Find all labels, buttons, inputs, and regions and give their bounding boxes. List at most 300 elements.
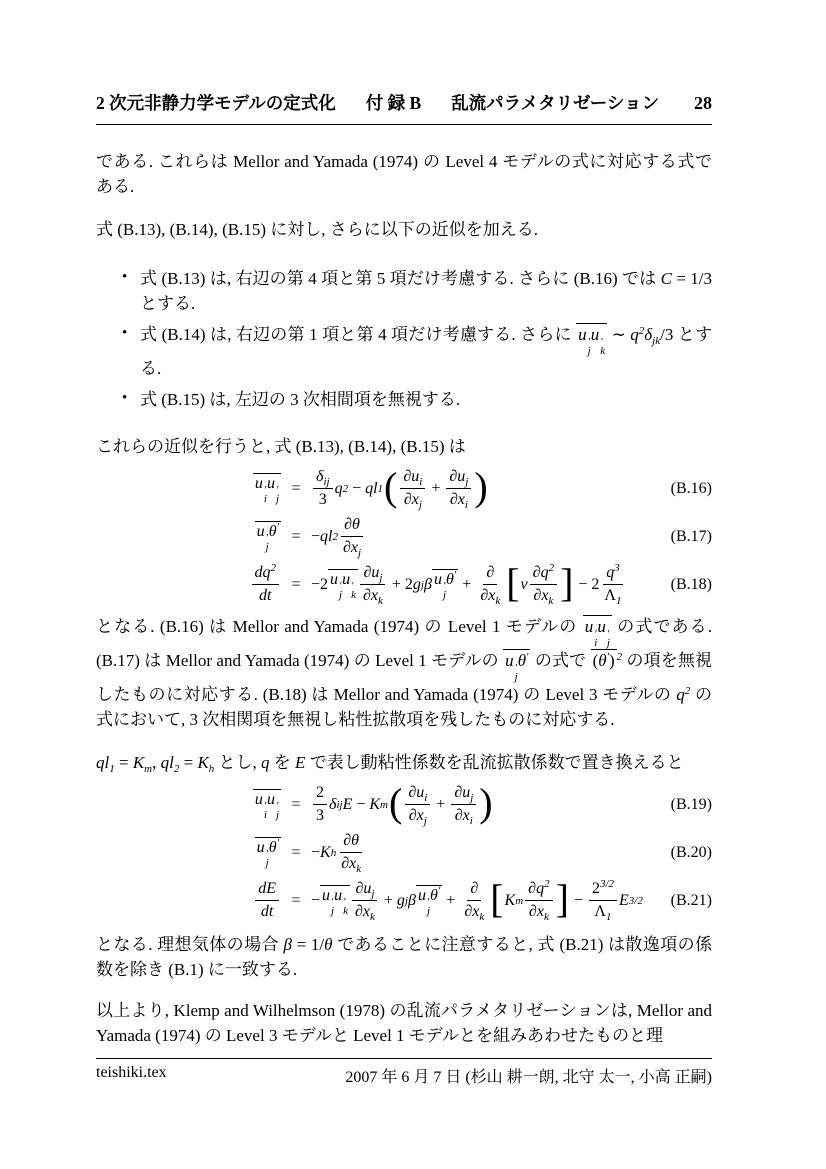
superscript: ′ bbox=[276, 521, 279, 533]
math-fraction bbox=[477, 563, 503, 606]
math-token: x bbox=[370, 587, 378, 604]
math-fraction bbox=[313, 467, 333, 510]
math-token: θ bbox=[268, 839, 277, 856]
math-overline bbox=[576, 323, 607, 356]
equation-row bbox=[96, 875, 712, 923]
math-token: /3 bbox=[660, 325, 674, 344]
math-token: ∂ bbox=[363, 564, 372, 581]
fraction-numerator bbox=[313, 783, 327, 805]
superscript: ′ bbox=[331, 896, 334, 908]
math-token: K bbox=[320, 843, 331, 861]
math-fraction bbox=[530, 563, 557, 606]
math-fraction bbox=[589, 879, 617, 922]
superscript-subscript-stack bbox=[276, 802, 279, 820]
math-token: g bbox=[412, 575, 421, 593]
fraction-denominator bbox=[360, 585, 386, 606]
math-token: u bbox=[254, 791, 263, 808]
math-token: ∂ bbox=[470, 880, 479, 897]
math-token: ∂ bbox=[362, 587, 371, 604]
math-token: − bbox=[569, 891, 587, 909]
fraction-denominator bbox=[526, 901, 552, 922]
equals-sign: = bbox=[291, 527, 301, 545]
inline-math bbox=[503, 651, 530, 683]
subscript: k bbox=[548, 595, 554, 607]
math-token: u bbox=[256, 839, 265, 856]
math-token: x bbox=[362, 903, 370, 920]
math-token: q bbox=[96, 753, 105, 772]
math-token: + bbox=[458, 575, 476, 593]
fraction-denominator bbox=[406, 805, 430, 826]
math-token: q bbox=[261, 753, 270, 772]
fence-body: K m $\frac{\partial q^2}{\partial x_k}$ bbox=[505, 879, 555, 922]
equation-row bbox=[96, 559, 712, 607]
fraction-numerator bbox=[603, 563, 623, 585]
math-token: q bbox=[630, 325, 639, 344]
subscript: i bbox=[424, 792, 428, 804]
subscript: j bbox=[371, 888, 375, 900]
math-fraction bbox=[360, 563, 386, 606]
math-overline bbox=[328, 569, 358, 600]
math-token: q bbox=[365, 479, 374, 497]
equation-rhs: $\frac{\delta_{ij}}{3}$ q 2 − q l 1 ( $\frac{\partial u_i}{\partial x_j}$ + $\frac{\partial u_j}{\partial x_i}$ ) bbox=[311, 467, 489, 510]
math-token: Λ bbox=[604, 587, 617, 604]
math-token: u bbox=[266, 475, 275, 492]
math-token: ∂ bbox=[533, 587, 542, 604]
math-token: β bbox=[423, 575, 432, 593]
fraction-denominator bbox=[338, 853, 364, 874]
fence-body bbox=[521, 563, 560, 606]
fraction-denominator bbox=[461, 901, 487, 922]
inline-math bbox=[676, 685, 690, 704]
fraction-denominator bbox=[477, 585, 503, 606]
subscript: j bbox=[470, 792, 474, 804]
fraction-numerator bbox=[255, 879, 279, 901]
inline-math bbox=[576, 325, 674, 357]
subscript: j bbox=[442, 589, 447, 601]
superscript: 2 bbox=[270, 562, 276, 574]
math-token: x bbox=[457, 491, 465, 508]
equation-lhs bbox=[96, 521, 281, 552]
math-token: u bbox=[457, 468, 466, 485]
math-token: ν bbox=[520, 575, 528, 593]
subscript: k bbox=[356, 863, 362, 875]
math-overline bbox=[591, 649, 617, 670]
math-token: ∂ bbox=[486, 564, 495, 581]
math-token: dq bbox=[254, 564, 271, 581]
paragraph-result-intro: これらの近似を行うと, 式 (B.13), (B.14), (B.15) は bbox=[96, 437, 466, 456]
math-overline bbox=[253, 789, 281, 820]
math-token: u bbox=[334, 887, 343, 904]
equation-rhs: − q l 2 $\frac{\partial\theta}{\partial x_j}$ bbox=[311, 515, 366, 558]
equals-sign: = bbox=[291, 795, 301, 813]
equation-row bbox=[96, 463, 712, 511]
fraction-denominator bbox=[258, 901, 276, 922]
list-item: • 式 (B.14) は, 右辺の第 1 項と第 4 項だけ考慮する. さらに u ′ j u ′ k ∼ $q^2\delta_{jk}/3$ とする. bbox=[120, 322, 712, 381]
equation-number: (B.21) bbox=[670, 891, 712, 909]
superscript: ′ bbox=[514, 662, 518, 674]
math-token: θ bbox=[430, 887, 438, 904]
math-fraction bbox=[340, 515, 364, 558]
superscript: 2 bbox=[638, 325, 645, 337]
superscript-subscript-stack bbox=[600, 338, 605, 356]
fraction-denominator bbox=[401, 489, 425, 510]
math-fraction bbox=[255, 879, 279, 922]
equation-rhs: −2 u ′ j u ′ k $\frac{\partial u_j}{\partial x_k}$ + 2 g j β u ′ j θ′ + $\frac{\partial}{\partial x_k}$ [ ν $\frac{\partial q^2}{\partial x_k}$ ] − 2 $\frac{q^3}{\Lambda_1}$ bbox=[311, 563, 627, 606]
fraction-numerator bbox=[341, 515, 363, 537]
superscript: ′ bbox=[437, 885, 441, 897]
bullet-icon: • bbox=[122, 325, 128, 341]
math-token: u bbox=[590, 325, 600, 344]
math-token: K bbox=[197, 753, 209, 772]
math-token: l bbox=[373, 479, 378, 497]
math-overline bbox=[255, 837, 281, 868]
fraction-numerator bbox=[446, 467, 471, 489]
math-overline bbox=[416, 885, 442, 916]
superscript: ′ bbox=[426, 896, 430, 908]
subscript: j bbox=[275, 809, 279, 821]
superscript: 3 bbox=[614, 562, 620, 574]
math-fraction bbox=[252, 563, 280, 606]
math-token: ∂ bbox=[354, 903, 363, 920]
equation-number: (B.20) bbox=[670, 843, 712, 861]
math-token: − bbox=[311, 843, 321, 861]
math-token: ∂ bbox=[449, 468, 458, 485]
fraction-denominator bbox=[530, 585, 556, 606]
math-token: q bbox=[334, 479, 343, 497]
math-token: u bbox=[411, 468, 420, 485]
math-token: ) bbox=[609, 651, 615, 670]
math-token: E bbox=[295, 753, 306, 772]
math-token: u bbox=[505, 651, 514, 670]
footer-date-authors: 2007 年 6 月 7 日 (杉山 耕一朗, 北守 太一, 小高 正嗣) bbox=[345, 1069, 712, 1086]
inline-math bbox=[583, 617, 612, 649]
fraction-numerator bbox=[525, 879, 552, 901]
math-token: x bbox=[541, 587, 549, 604]
fraction-numerator bbox=[400, 467, 425, 489]
math-token: ∂ bbox=[528, 880, 537, 897]
equation-lhs bbox=[96, 473, 281, 504]
subscript: ij bbox=[323, 476, 330, 488]
math-token: x bbox=[411, 491, 419, 508]
subscript: j bbox=[606, 637, 610, 649]
math-token: ∂ bbox=[464, 903, 473, 920]
math-token: δ bbox=[316, 468, 324, 485]
math-token: u bbox=[416, 784, 425, 801]
math-token: ∂ bbox=[480, 587, 489, 604]
superscript: 2 bbox=[544, 878, 550, 890]
math-token: u bbox=[322, 887, 331, 904]
math-token: x bbox=[349, 855, 357, 872]
math-token: = bbox=[179, 753, 198, 772]
fraction-numerator bbox=[313, 467, 333, 489]
page-footer bbox=[96, 1058, 712, 1087]
subscript: i bbox=[464, 499, 468, 511]
superscript: ′ bbox=[600, 336, 603, 348]
fraction-numerator bbox=[483, 563, 497, 585]
math-overline bbox=[583, 615, 612, 648]
inline-math bbox=[591, 651, 623, 670]
subscript: 1 bbox=[109, 763, 115, 775]
subscript: i bbox=[594, 637, 598, 649]
subscript: i bbox=[263, 809, 267, 821]
subscript: k bbox=[378, 595, 383, 607]
fraction-denominator bbox=[313, 805, 327, 826]
equation-rhs: − u ′ j u ′ k $\frac{\partial u_j}{\partial x_k}$ + g j β u ′ j θ′ + $\frac{\partial}{\partial x_k}$ [ K m $\frac{\partial q^2}{\partial x_k}$ ] − $\frac{2^{3/2}}{\Lambda_1}$ E 3/2 bbox=[311, 875, 643, 923]
subscript: j bbox=[358, 547, 362, 559]
fraction-denominator bbox=[447, 489, 471, 510]
math-token: = bbox=[114, 753, 133, 772]
math-token: − bbox=[348, 479, 366, 497]
math-token: θ bbox=[352, 516, 360, 533]
math-token: 3 bbox=[316, 807, 324, 824]
math-overline bbox=[320, 885, 350, 916]
header-appendix-label: 付 録 B bbox=[365, 93, 422, 113]
inline-math bbox=[661, 269, 712, 288]
math-token: q bbox=[540, 564, 549, 581]
text-column bbox=[96, 90, 712, 1048]
superscript: 2 bbox=[616, 651, 623, 663]
math-token: Λ bbox=[594, 903, 607, 920]
math-token: ∂ bbox=[528, 903, 537, 920]
fraction-denominator bbox=[352, 901, 378, 922]
math-token: + bbox=[432, 795, 450, 813]
equation-number: (B.16) bbox=[670, 479, 712, 497]
math-fraction bbox=[451, 783, 476, 826]
math-token: ∂ bbox=[343, 832, 352, 849]
math-fraction bbox=[313, 783, 327, 826]
math-token: 3 bbox=[318, 491, 327, 508]
superscript-subscript-stack bbox=[343, 898, 348, 916]
math-overline bbox=[432, 569, 458, 600]
page-header bbox=[96, 90, 712, 125]
subscript: j bbox=[265, 857, 269, 869]
math-token: θ bbox=[351, 832, 360, 849]
math-fraction bbox=[352, 879, 378, 922]
math-token: u bbox=[584, 617, 594, 636]
math-token: δ bbox=[644, 325, 653, 344]
subscript: j bbox=[379, 572, 383, 584]
math-overline bbox=[253, 473, 281, 504]
subscript: jk bbox=[652, 335, 661, 347]
subscript: k bbox=[479, 911, 485, 923]
equation-row bbox=[96, 831, 712, 874]
math-token: ∂ bbox=[403, 491, 412, 508]
paragraph-conclusion: 以上より, Klemp and Wilhelmson (1978) の乱流パラメタリゼーションは, Mellor and Yamada (1974) の Level 3 モデルと Level 1 モデルとを組みあわせたものと理 bbox=[96, 1001, 712, 1045]
superscript: ′ bbox=[606, 651, 609, 663]
math-token: ∂ bbox=[454, 807, 463, 824]
paragraph-model-correspondence: となる. (B.16) は Mellor and Yamada (1974) の Level 1 モデルの u ′ i u ′ j の式である. (B.17) は Mellor and Yamada (1974) の Level 1 モデルの u ′ j θ′ の式で (θ′) $^2$ の項を無視したものに対応する. (B.18) は Mellor and Yamada (1974) の Level 3 モデルの $q^2$ の式において, 3 次相関項を無視し粘性拡散項を残したものに対応する. bbox=[96, 617, 713, 729]
math-token: u bbox=[371, 564, 380, 581]
superscript-subscript-stack bbox=[351, 582, 356, 600]
math-token: l bbox=[104, 753, 110, 772]
superscript: ′ bbox=[263, 484, 267, 496]
subscript: j bbox=[587, 345, 591, 357]
inline-math bbox=[96, 753, 215, 775]
math-token: ∼ bbox=[607, 325, 631, 344]
math-token: ∂ bbox=[532, 564, 541, 581]
math-token: u bbox=[330, 571, 339, 588]
subscript: k bbox=[600, 345, 606, 357]
fraction-numerator bbox=[467, 879, 481, 901]
math-token: ∂ bbox=[355, 880, 364, 897]
fraction-numerator bbox=[530, 563, 557, 585]
math-token: θ bbox=[446, 571, 454, 588]
footer-filename: teishiki.tex bbox=[96, 1064, 167, 1081]
subscript: j bbox=[514, 671, 518, 683]
subscript: j bbox=[465, 476, 469, 488]
subscript: k bbox=[543, 911, 549, 923]
paragraph-ideal-gas: となる. 理想気体の場合 β = 1/θ であることに注意すると, 式 (B.21) は散逸項の係数を除き (B.1) に一致する. bbox=[96, 935, 712, 979]
fraction-numerator bbox=[589, 879, 617, 901]
paragraph-level4-intro: である. これらは Mellor and Yamada (1974) の Level 4 モデルの式に対応する式である. bbox=[96, 152, 712, 196]
equation-number: (B.17) bbox=[670, 527, 712, 545]
equals-sign: = bbox=[291, 479, 301, 497]
math-token: u bbox=[433, 571, 442, 588]
equation-number: (B.19) bbox=[670, 795, 712, 813]
math-token: θ bbox=[268, 523, 277, 540]
subscript: i bbox=[263, 493, 267, 505]
math-token: , bbox=[152, 753, 161, 772]
math-fraction bbox=[400, 467, 425, 510]
math-token: K bbox=[132, 753, 145, 772]
superscript: ′ bbox=[594, 628, 597, 640]
superscript: ′ bbox=[351, 580, 354, 592]
math-token: ( bbox=[592, 651, 599, 670]
math-token: q bbox=[536, 880, 545, 897]
math-token: ∂ bbox=[454, 784, 463, 801]
subscript: j bbox=[426, 905, 431, 917]
math-token: ∂ bbox=[408, 784, 417, 801]
math-token: C bbox=[660, 269, 672, 288]
subscript: k bbox=[495, 595, 501, 607]
math-token: dE bbox=[258, 880, 276, 897]
math-token: − bbox=[352, 795, 370, 813]
math-token: x bbox=[536, 903, 544, 920]
subscript: 1 bbox=[616, 595, 622, 607]
paragraph-substitution: $ql_1 = K_m$, $ql_2 = K_h$ とし, q を E で表し動粘性係数を乱流拡散係数で置き換えると bbox=[96, 753, 684, 775]
subscript: 2 bbox=[173, 763, 180, 775]
equation-rhs: $\frac{2}{3}$ δ ij E − K m ( $\frac{\partial u_i}{\partial x_j}$ + $\frac{\partial u_j}{\partial x_i}$ ) bbox=[311, 783, 494, 826]
equation-lhs bbox=[96, 789, 281, 820]
math-token: K bbox=[369, 795, 381, 813]
inline-math bbox=[284, 935, 333, 954]
math-token: = 1/3 bbox=[671, 269, 713, 288]
superscript: ′ bbox=[265, 848, 269, 860]
subscript: j bbox=[265, 541, 269, 553]
math-token: δ bbox=[329, 795, 337, 813]
math-token: q bbox=[320, 527, 329, 545]
math-overline bbox=[503, 649, 530, 682]
fraction-numerator bbox=[340, 831, 362, 853]
math-token: x bbox=[462, 807, 470, 824]
superscript: ′ bbox=[526, 651, 529, 663]
math-token: u bbox=[342, 571, 351, 588]
fraction-denominator bbox=[256, 585, 274, 606]
equation-rhs: − K h $\frac{\partial\theta}{\partial x_k}$ bbox=[311, 831, 366, 874]
math-token: θ bbox=[598, 651, 607, 670]
inline-math bbox=[295, 753, 305, 772]
math-token: −2 bbox=[311, 575, 329, 593]
subscript: j bbox=[331, 905, 335, 917]
fraction-numerator bbox=[360, 563, 385, 585]
superscript: ′ bbox=[265, 532, 269, 544]
math-token: l bbox=[328, 527, 333, 545]
fraction-denominator bbox=[452, 805, 476, 826]
superscript: ′ bbox=[343, 896, 346, 908]
superscript: ′ bbox=[276, 837, 279, 849]
math-token: θ bbox=[324, 935, 333, 954]
subscript: j bbox=[418, 499, 422, 511]
math-token: E bbox=[342, 795, 353, 813]
subscript: 1 bbox=[606, 911, 612, 923]
math-token: = 1/ bbox=[292, 935, 325, 954]
superscript-subscript-stack bbox=[276, 486, 279, 504]
equation-number: (B.18) bbox=[670, 575, 712, 593]
subscript: k bbox=[351, 589, 356, 601]
math-token: x bbox=[488, 587, 496, 604]
subscript: i bbox=[469, 815, 473, 827]
equals-sign: = bbox=[291, 575, 301, 593]
math-token: β bbox=[407, 891, 416, 909]
math-overline bbox=[255, 521, 281, 552]
math-token: u bbox=[462, 784, 471, 801]
fence-body bbox=[403, 783, 478, 826]
fraction-denominator bbox=[316, 489, 330, 510]
math-fraction bbox=[525, 879, 552, 922]
equation-lhs bbox=[96, 879, 281, 922]
fence-body bbox=[398, 467, 473, 510]
math-token: − 2 bbox=[574, 575, 600, 593]
math-token: u bbox=[578, 325, 587, 344]
subscript: k bbox=[370, 911, 375, 923]
superscript: ′ bbox=[442, 580, 446, 592]
subscript: j bbox=[339, 589, 343, 601]
fraction-numerator bbox=[405, 783, 430, 805]
math-token: u bbox=[417, 887, 426, 904]
math-token: dt bbox=[259, 587, 272, 604]
page-number: 28 bbox=[694, 93, 712, 113]
fraction-denominator bbox=[340, 537, 364, 558]
subscript: j bbox=[423, 815, 427, 827]
superscript: ′ bbox=[453, 569, 457, 581]
math-token: u bbox=[256, 523, 265, 540]
subscript: k bbox=[343, 905, 348, 917]
math-token: q bbox=[160, 753, 170, 772]
fraction-numerator bbox=[252, 563, 280, 585]
math-fraction bbox=[601, 563, 624, 606]
math-token: + bbox=[442, 891, 460, 909]
math-token: ∂ bbox=[342, 539, 351, 556]
superscript: ′ bbox=[339, 580, 342, 592]
superscript-subscript-stack bbox=[607, 630, 610, 648]
math-token: u bbox=[363, 880, 372, 897]
fraction-denominator bbox=[601, 585, 624, 606]
math-token: θ bbox=[517, 651, 527, 670]
header-section-title: 2 次元非静力学モデルの定式化 bbox=[96, 93, 336, 113]
approximation-list bbox=[120, 266, 712, 412]
math-fraction bbox=[446, 467, 471, 510]
equation-lhs bbox=[96, 563, 281, 606]
math-token: ∂ bbox=[403, 468, 412, 485]
subscript: m bbox=[144, 763, 153, 775]
superscript: ′ bbox=[606, 628, 610, 640]
equation-row bbox=[96, 515, 712, 558]
subscript: i bbox=[419, 476, 423, 488]
math-token: ∂ bbox=[341, 855, 350, 872]
math-fraction bbox=[405, 783, 430, 826]
math-token: β bbox=[283, 935, 292, 954]
math-token: l bbox=[169, 753, 174, 772]
